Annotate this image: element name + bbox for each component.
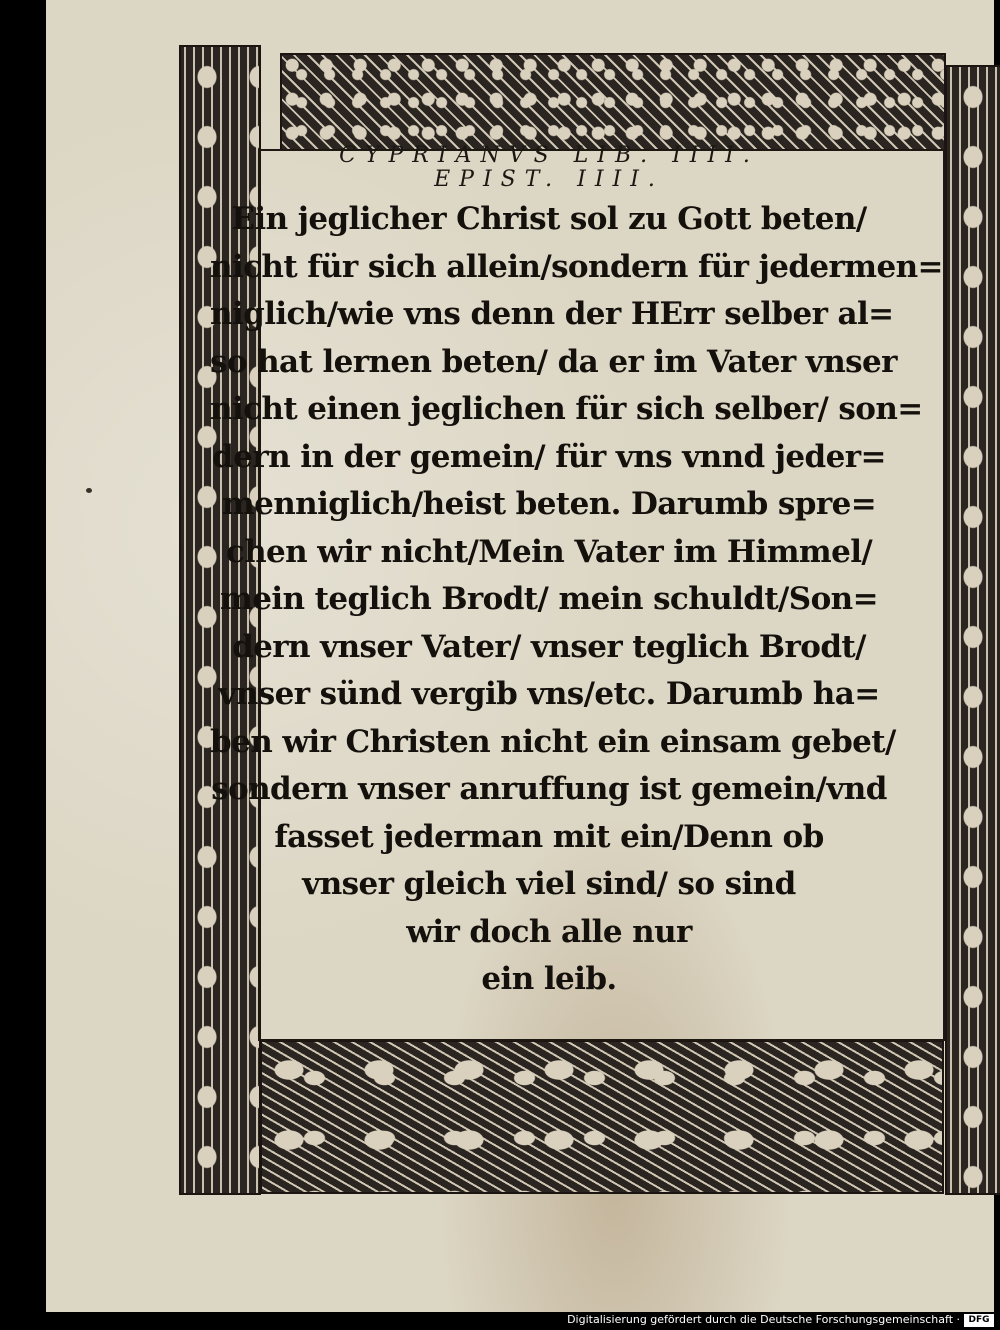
body-line: menniglich/heist beten. Darumb spre= — [221, 486, 877, 522]
footer-credit-text: Digitalisierung gefördert durch die Deutsche Forschungsgemeinschaft · — [567, 1313, 960, 1326]
text-block — [210, 138, 943, 1018]
body-line: vnser sünd vergib vns/etc. Darumb ha= — [218, 676, 880, 712]
body-line: so hat lernen beten/ da er im Vater vnser — [210, 343, 897, 380]
body-line: nicht einen jeglichen für sich selber/ son= — [210, 391, 923, 427]
body-line: ein leib. — [481, 961, 617, 997]
body-line: ben wir Christen nicht ein einsam gebet/ — [210, 723, 896, 760]
body-line: Ein jeglicher Christ sol zu Gott beten/ — [231, 201, 867, 237]
bottom-ornament-scene — [260, 1040, 944, 1194]
heading-line-1: CYPRIANVS LIB. IIII. — [339, 143, 759, 168]
dfg-logo-icon: DFG — [964, 1314, 994, 1327]
digitization-footer — [0, 1312, 1000, 1330]
top-ornament-band — [280, 53, 946, 151]
body-line: fasset jederman mit ein/Denn ob — [274, 818, 824, 855]
ink-speck — [86, 488, 92, 493]
body-line: mein teglich Brodt/ mein schuldt/Son= — [220, 581, 878, 617]
right-ornament-column — [945, 65, 1000, 1195]
body-line: sondern vnser anruffung ist gemein/vnd — [211, 771, 887, 807]
body-line: nicht für sich allein/sondern für jedermen= — [210, 248, 943, 285]
body-line: niglich/wie vns denn der HErr selber al= — [210, 296, 894, 332]
body-line: wir doch alle nur — [406, 913, 692, 950]
body-line: dern in der gemein/ für vns vnnd jeder= — [212, 438, 886, 475]
heading-line-2: EPIST. IIII. — [434, 167, 664, 192]
body-line: vnser gleich viel sind/ so sind — [302, 866, 796, 902]
body-line: dern vnser Vater/ vnser teglich Brodt/ — [232, 628, 866, 665]
body-line: chen wir nicht/Mein Vater im Himmel/ — [225, 533, 873, 570]
